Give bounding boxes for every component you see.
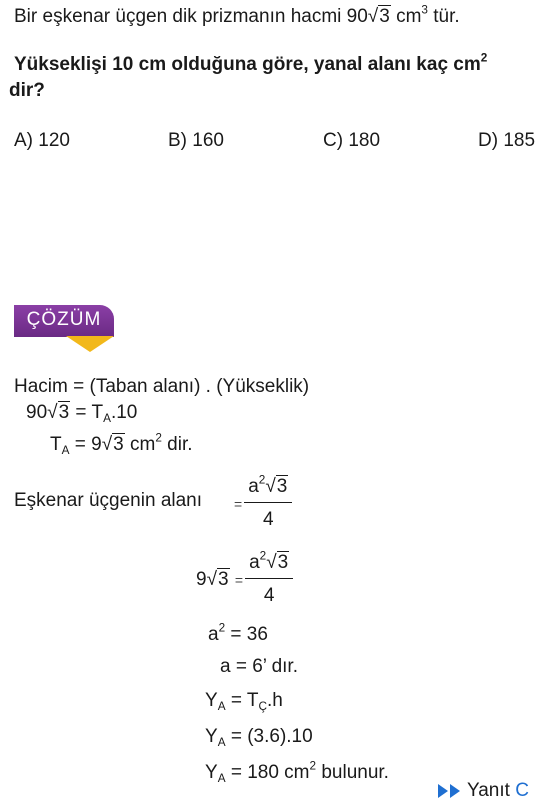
denominator: 4: [263, 585, 275, 606]
solution-line-3: [50, 431, 193, 458]
sqrt: √3: [47, 402, 70, 423]
s10b: = 180 cm: [225, 762, 310, 783]
s8a: Y: [205, 690, 218, 711]
question-line-2: [9, 51, 554, 104]
play-arrow-icon: [450, 784, 460, 798]
s2a: 90: [26, 402, 48, 423]
answer-prefix: Yanıt: [466, 780, 510, 801]
sqrt: √3: [265, 476, 288, 497]
solution-line-4: Eşkenar üçgenin alanı: [14, 490, 203, 511]
radicand: 3: [218, 568, 229, 590]
q2-exp: 2: [480, 51, 488, 65]
s2c: .10: [110, 402, 138, 423]
fraction: [245, 549, 293, 607]
q-exp: 3: [421, 3, 428, 17]
s3-sub: A: [61, 444, 70, 458]
area-formula: [234, 473, 292, 531]
radicand: 3: [379, 6, 390, 27]
s10a: Y: [205, 762, 218, 783]
s8c: .h: [266, 690, 283, 711]
radicand: 3: [276, 476, 288, 497]
solution-badge: [14, 305, 114, 337]
equals-sign: =: [234, 495, 243, 512]
q-text: Bir eşkenar üçgen dik prizmanın hacmi 90: [14, 6, 368, 27]
answer-indicator: [438, 780, 529, 802]
s10c: bulunur.: [316, 762, 389, 783]
s9-sub: A: [217, 736, 226, 750]
s6-exp: 2: [218, 621, 226, 635]
option-d[interactable]: D) 185: [478, 130, 536, 151]
denominator: 4: [262, 509, 274, 530]
s3d: dir.: [161, 434, 193, 455]
q2-text: Yükseklişi 10 cm olduğuna göre, yanal alanı kaç cm: [14, 54, 481, 75]
badge-label: ÇÖZÜM: [26, 309, 102, 330]
s3a: T: [50, 434, 62, 455]
num-a: a: [249, 552, 260, 573]
equals-sign: =: [234, 571, 244, 588]
s9a: Y: [205, 726, 218, 747]
solution-line-2: [26, 402, 137, 424]
num-a: a: [248, 476, 259, 497]
q-unit: cm: [390, 6, 422, 27]
s8b: = T: [225, 690, 259, 711]
s5-left: [196, 569, 230, 590]
s3b: = 9: [69, 434, 102, 455]
numerator: [244, 473, 292, 503]
s9b: = (3.6).10: [225, 726, 313, 747]
q2-end: dir?: [9, 80, 45, 101]
radicand: 3: [277, 552, 289, 573]
radicand: 3: [58, 402, 70, 423]
sqrt: √3: [266, 552, 289, 573]
numerator: [245, 549, 293, 579]
option-c[interactable]: C) 180: [323, 130, 381, 151]
solution-line-5: [196, 549, 293, 607]
solution-line-1: Hacim = (Taban alanı) . (Yükseklik): [14, 376, 310, 397]
sqrt: √3: [206, 568, 229, 590]
option-b[interactable]: B) 160: [168, 130, 224, 151]
s6a: a: [208, 624, 219, 645]
question-line-1: [14, 3, 460, 28]
sqrt: √3: [101, 434, 124, 455]
s10-exp: 2: [309, 759, 317, 773]
q-end: tür.: [427, 6, 460, 27]
s2b: = T: [70, 402, 104, 423]
s3-exp: 2: [155, 431, 162, 445]
option-a[interactable]: A) 120: [14, 130, 70, 151]
s10-sub: A: [217, 772, 226, 786]
num-exp: 2: [259, 549, 267, 563]
s5a: 9: [196, 568, 207, 590]
s6b: = 36: [225, 624, 268, 645]
s2-sub: A: [103, 412, 111, 426]
radicand: 3: [113, 434, 124, 455]
solution-line-8: [205, 690, 283, 712]
solution-line-7: a = 6’ dır.: [220, 656, 298, 677]
play-arrow-icon: [438, 784, 448, 798]
solution-line-10: [205, 759, 389, 786]
answer-letter: C: [515, 780, 529, 801]
badge-accent-icon: [66, 336, 114, 352]
solution-line-9: [205, 726, 313, 748]
solution-line-6: [208, 621, 268, 646]
fraction: [244, 473, 292, 531]
num-exp: 2: [258, 473, 266, 487]
s8-sub2: Ç: [258, 700, 267, 714]
sqrt: √3: [367, 6, 390, 27]
s3c: cm: [124, 434, 156, 455]
s8-sub: A: [217, 700, 226, 714]
